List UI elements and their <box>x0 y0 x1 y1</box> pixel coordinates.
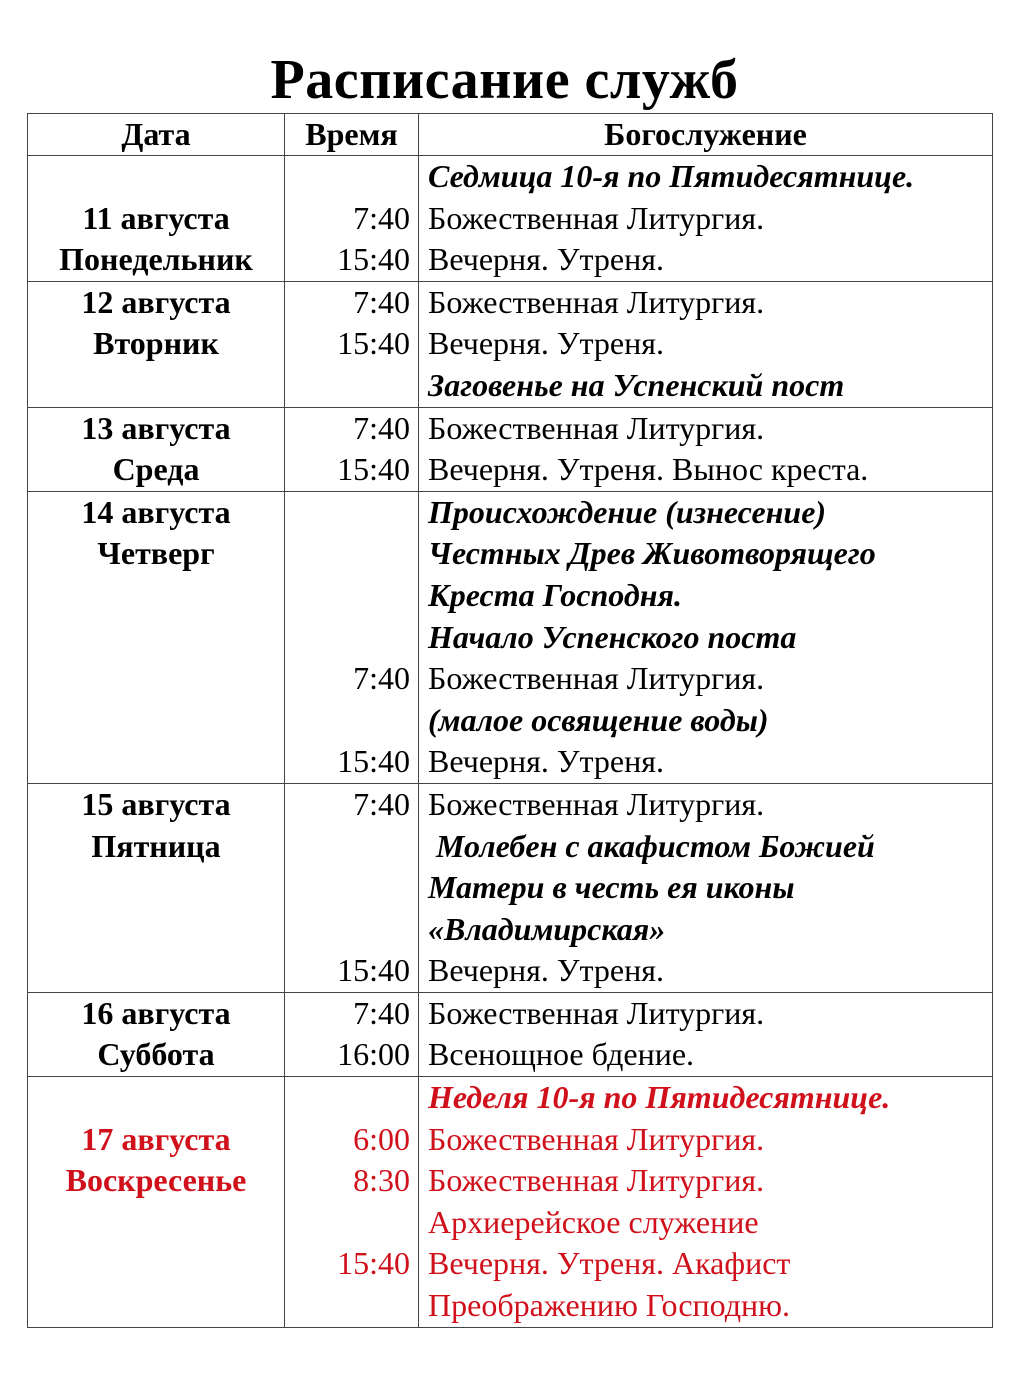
feast-title: Происхождение (изнесение) <box>428 493 827 530</box>
day-weekday: Четверг <box>97 535 215 572</box>
service-name: Вечерня. Утреня. <box>428 952 664 989</box>
day-date-cell <box>28 156 285 282</box>
service-time <box>285 365 418 407</box>
service-time: 15:40 <box>337 952 410 989</box>
service-time: 7:40 <box>353 785 410 822</box>
day-time-cell <box>285 491 419 783</box>
service-time: 15:40 <box>337 743 410 780</box>
service-time <box>285 826 418 868</box>
day-date: 12 августа <box>81 283 231 320</box>
service-name: Вечерня. Утреня. <box>428 325 664 362</box>
feast-title: (малое освящение воды) <box>428 701 769 738</box>
service-name: Божественная Литургия. <box>428 660 765 697</box>
service-name: Вечерня. Утреня. <box>428 743 664 780</box>
header-time: Время <box>285 114 419 156</box>
page-title: Расписание служб <box>270 49 739 111</box>
service-time: 16:00 <box>337 1036 410 1073</box>
day-service-cell <box>419 783 993 992</box>
day-date: 14 августа <box>81 493 231 530</box>
day-date-cell <box>28 407 285 491</box>
service-time: 7:40 <box>353 994 410 1031</box>
day-date: 11 августа <box>82 199 230 236</box>
service-name: Божественная Литургия. <box>428 283 765 320</box>
day-service-cell <box>419 281 993 407</box>
day-weekday: Суббота <box>97 1036 215 1073</box>
spacer <box>28 1077 284 1119</box>
service-time: 7:40 <box>353 199 410 236</box>
service-name: Божественная Литургия. <box>428 409 765 446</box>
day-service-cell <box>419 491 993 783</box>
day-service-cell <box>419 992 993 1076</box>
day-time-cell <box>285 156 419 282</box>
day-row <box>28 491 993 783</box>
day-time-cell <box>285 281 419 407</box>
feast-title: Креста Господня. <box>428 576 682 613</box>
service-time <box>285 1202 418 1244</box>
service-time <box>285 533 418 575</box>
service-time <box>285 575 418 617</box>
day-date: 13 августа <box>81 409 231 446</box>
service-time <box>285 617 418 659</box>
day-weekday: Понедельник <box>59 241 253 278</box>
service-name: Вечерня. Утреня. Вынос креста. <box>428 451 869 488</box>
service-name: Архиерейское служение <box>428 1203 759 1240</box>
service-name: Божественная Литургия. <box>428 199 765 236</box>
day-service-cell <box>419 1077 993 1328</box>
feast-title: Начало Успенского поста <box>428 618 797 655</box>
day-row <box>28 281 993 407</box>
service-time <box>285 700 418 742</box>
service-name: Божественная Литургия. <box>428 994 765 1031</box>
day-date-cell <box>28 1077 285 1328</box>
service-time: 6:00 <box>353 1120 410 1157</box>
day-date-cell <box>28 992 285 1076</box>
day-service-cell <box>419 156 993 282</box>
service-name: Божественная Литургия. <box>428 785 765 822</box>
service-time: 15:40 <box>337 241 410 278</box>
service-time: 7:40 <box>353 409 410 446</box>
day-time-cell <box>285 1077 419 1328</box>
feast-title: Заговенье на Успенский пост <box>428 366 845 403</box>
day-row <box>28 1077 993 1328</box>
day-weekday: Пятница <box>91 827 221 864</box>
header-service: Богослужение <box>419 114 993 156</box>
day-weekday: Вторник <box>93 325 219 362</box>
service-name: Всенощное бдение. <box>428 1036 695 1073</box>
service-time: 15:40 <box>337 325 410 362</box>
day-row <box>28 156 993 282</box>
service-time: 15:40 <box>337 451 410 488</box>
feast-title: Неделя 10-я по Пятидесятнице. <box>428 1079 891 1116</box>
service-time: 7:40 <box>353 660 410 697</box>
service-time <box>285 867 418 909</box>
day-time-cell <box>285 992 419 1076</box>
service-time <box>285 909 418 951</box>
service-time: 8:30 <box>353 1162 410 1199</box>
day-date: 15 августа <box>81 785 231 822</box>
day-date-cell <box>28 281 285 407</box>
day-date: 16 августа <box>81 994 231 1031</box>
service-name: Преображению Господню. <box>428 1287 791 1324</box>
day-time-cell <box>285 407 419 491</box>
service-time <box>285 1077 418 1119</box>
service-name: Вечерня. Утреня. <box>428 241 664 278</box>
day-row <box>28 783 993 992</box>
service-time <box>285 492 418 534</box>
schedule-body <box>28 156 993 1328</box>
service-time: 15:40 <box>337 1245 410 1282</box>
day-weekday: Воскресенье <box>65 1162 247 1199</box>
service-time <box>285 156 418 198</box>
header-row <box>28 114 993 156</box>
spacer <box>28 156 284 198</box>
feast-title: Матери в честь ея иконы <box>428 869 795 906</box>
feast-title: Молебен с акафистом Божией <box>428 827 875 864</box>
service-name: Вечерня. Утреня. Акафист <box>428 1245 791 1282</box>
day-row <box>28 407 993 491</box>
service-time <box>285 1285 418 1327</box>
service-name: Божественная Литургия. <box>428 1120 765 1157</box>
day-date-cell <box>28 783 285 992</box>
day-service-cell <box>419 407 993 491</box>
day-date-cell <box>28 491 285 783</box>
day-date: 17 августа <box>81 1120 231 1157</box>
feast-title: «Владимирская» <box>428 910 666 947</box>
service-time: 7:40 <box>353 283 410 320</box>
header-date: Дата <box>28 114 285 156</box>
feast-title: Честных Древ Животворящего <box>428 535 876 572</box>
day-time-cell <box>285 783 419 992</box>
schedule-table <box>27 113 993 1328</box>
day-row <box>28 992 993 1076</box>
day-weekday: Среда <box>112 451 200 488</box>
feast-title: Седмица 10-я по Пятидесятнице. <box>428 158 915 194</box>
service-name: Божественная Литургия. <box>428 1162 765 1199</box>
